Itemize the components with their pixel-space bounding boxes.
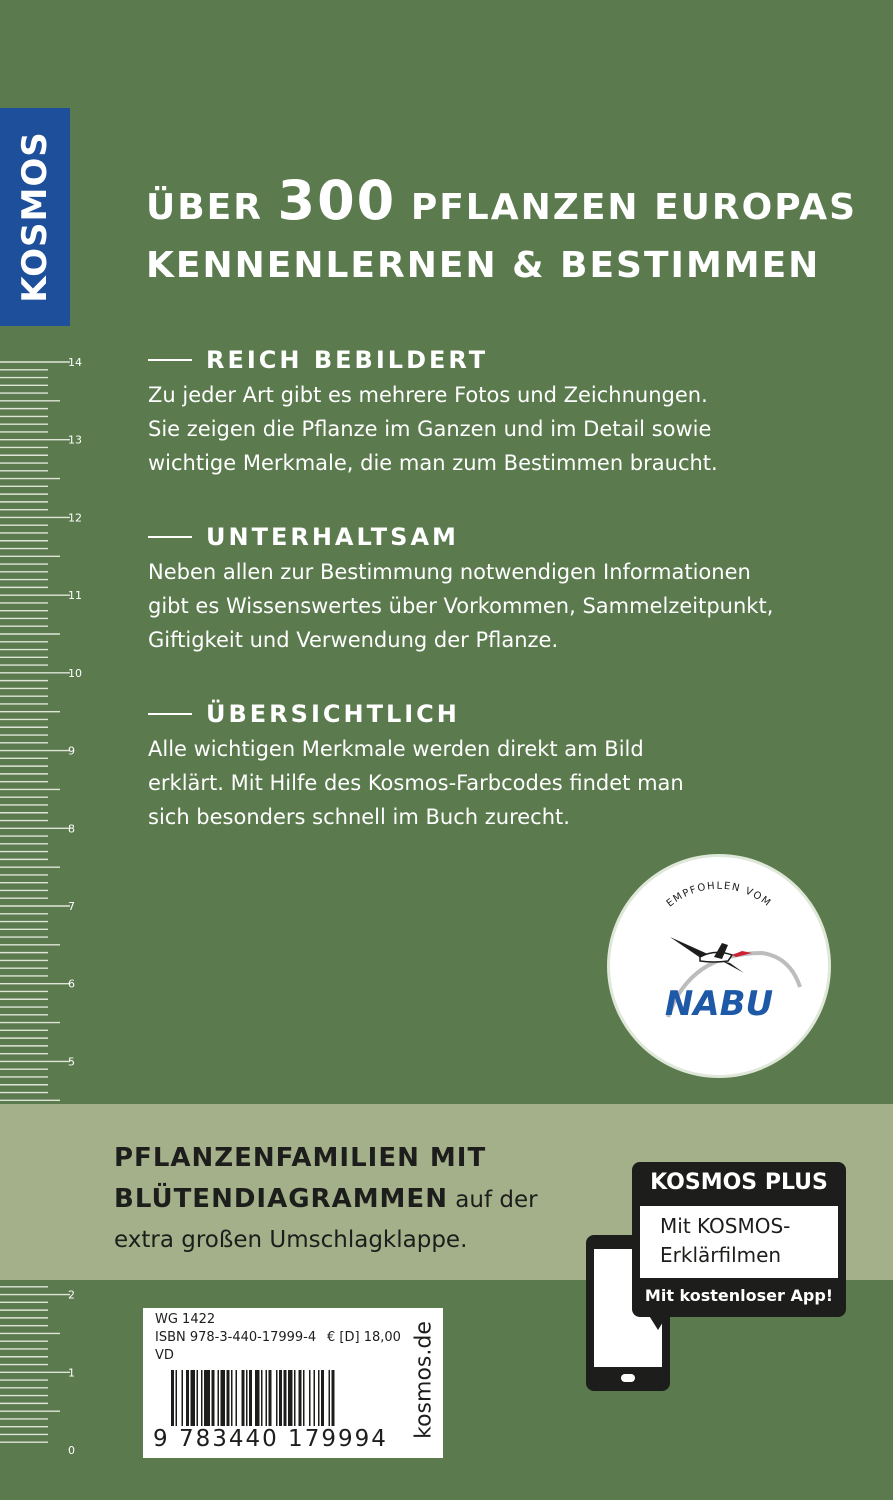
stork-icon (670, 937, 752, 973)
section-line: Zu jeder Art gibt es mehrere Fotos und Zeichnungen. (148, 383, 708, 407)
section-title-text: UNTERHALTSAM (206, 523, 459, 551)
section-text (148, 555, 848, 657)
barcode-bar (269, 1370, 272, 1426)
barcode-label (143, 1308, 443, 1458)
kosmos-plus-line-1: Mit KOSMOS- (660, 1214, 791, 1238)
barcode-bar (246, 1370, 248, 1426)
price: € [D] 18,00 (327, 1330, 401, 1345)
section-line: Alle wichtigen Merkmale werden direkt am Bild (148, 737, 644, 761)
ruler-label: 5 (68, 1055, 75, 1069)
section-reich-bebildert (148, 344, 848, 480)
nabu-arc-text: EMPFOHLEN VOM (664, 880, 774, 910)
section-uebersichtlich (148, 698, 848, 834)
headline-number: 300 (277, 169, 397, 232)
barcode-bar (284, 1370, 287, 1426)
kosmos-plus-title: KOSMOS PLUS (650, 1170, 828, 1195)
barcode-bar (288, 1370, 293, 1426)
ruler-label: 2 (68, 1288, 75, 1302)
section-title (148, 344, 848, 376)
ruler-label: 10 (68, 666, 82, 680)
headline (146, 169, 886, 295)
ruler-label: 11 (68, 589, 82, 603)
ruler-label: 7 (68, 900, 75, 913)
phone-home-button (621, 1374, 635, 1382)
nabu-logo (610, 857, 828, 1075)
section-title-text: REICH BEBILDERT (206, 346, 489, 374)
section-line: erklärt. Mit Hilfe des Kosmos-Farbcodes findet man (148, 771, 684, 795)
ruler-label: 0 (68, 1444, 75, 1457)
barcode-bar (279, 1370, 282, 1426)
isbn: ISBN 978-3-440-17999-4 (155, 1330, 317, 1345)
section-line: Giftigkeit und Verwendung der Pflanze. (148, 628, 559, 652)
kosmos-logo-text: KOSMOS (15, 131, 55, 303)
barcode-bar (294, 1370, 296, 1426)
kosmos-plus-line-2: Erklärfilmen (660, 1243, 782, 1267)
vd-code: VD (155, 1348, 174, 1363)
barcode-bar (204, 1370, 210, 1426)
barcode-bar (186, 1370, 189, 1426)
barcode-bar (255, 1370, 260, 1426)
barcode-bar (218, 1370, 220, 1426)
headline-line-1 (146, 169, 886, 237)
title-dash (148, 713, 192, 715)
kosmos-plus-box (632, 1162, 846, 1317)
band-bold-line-2: BLÜTENDIAGRAMMEN (114, 1184, 448, 1214)
wg-code: WG 1422 (155, 1312, 216, 1327)
barcode-bar (201, 1370, 203, 1426)
barcode-bar (242, 1370, 245, 1426)
barcode-bar (249, 1370, 252, 1426)
section-title (148, 698, 848, 730)
barcode-bar (197, 1370, 199, 1426)
barcode-bar (191, 1370, 196, 1426)
title-dash (148, 359, 192, 361)
kosmos-plus-inner (640, 1206, 838, 1278)
section-title-text: ÜBERSICHTLICH (206, 700, 460, 728)
barcode-bar (266, 1370, 268, 1426)
barcode-bar (329, 1370, 331, 1426)
barcode-bar (299, 1370, 302, 1426)
band-bold-line-1: PFLANZENFAMILIEN MIT (114, 1143, 487, 1173)
ruler-label: 6 (68, 977, 75, 991)
ruler-label: 14 (68, 356, 82, 369)
section-text (148, 378, 848, 480)
section-line: wichtige Merkmale, die man zum Bestimmen braucht. (148, 451, 718, 475)
section-title (148, 521, 848, 553)
barcode (171, 1370, 421, 1426)
title-dash (148, 536, 192, 538)
ruler-label: 13 (68, 433, 82, 447)
headline-line-2: KENNENLERNEN & BESTIMMEN (146, 245, 821, 286)
section-text (148, 732, 848, 834)
section-line: gibt es Wissenswertes über Vorkommen, Sammelzeitpunkt, (148, 594, 774, 618)
ruler-label: 12 (68, 511, 82, 525)
barcode-bar (176, 1370, 178, 1426)
ruler-label: 8 (68, 822, 75, 836)
section-unterhaltsam (148, 521, 848, 657)
barcode-bar (261, 1370, 263, 1426)
section-line: Neben allen zur Bestimmung notwendigen Informationen (148, 560, 751, 584)
nabu-name: NABU (664, 984, 774, 1024)
speech-bubble-tail (648, 1314, 668, 1330)
barcode-bar (318, 1370, 320, 1426)
barcode-bar (227, 1370, 230, 1426)
barcode-bar (309, 1370, 311, 1426)
band-rest-line-2: auf der (455, 1187, 538, 1213)
ruler-label: 9 (68, 744, 75, 758)
kosmos-plus-footer: Mit kostenloser App! (644, 1286, 834, 1305)
barcode-bar (276, 1370, 278, 1426)
section-line: sich besonders schnell im Buch zurecht. (148, 805, 570, 829)
kosmos-url: kosmos.de (411, 1321, 437, 1439)
barcode-digits: 9 783440 179994 (153, 1426, 388, 1452)
kosmos-logo (0, 108, 70, 326)
barcode-bar (171, 1370, 174, 1426)
headline-prefix: ÜBER (146, 187, 263, 228)
barcode-bar (303, 1370, 305, 1426)
barcode-bar (314, 1370, 316, 1426)
barcode-bar (221, 1370, 226, 1426)
barcode-bar (332, 1370, 335, 1426)
section-line: Sie zeigen die Pflanze im Ganzen und im Detail sowie (148, 417, 712, 441)
barcode-bar (212, 1370, 215, 1426)
barcode-bar (321, 1370, 324, 1426)
nabu-badge (610, 857, 828, 1075)
barcode-bar (236, 1370, 238, 1426)
barcode-bar (182, 1370, 184, 1426)
band-line-3: extra großen Umschlagklappe. (114, 1227, 468, 1253)
headline-line-1-rest: PFLANZEN EUROPAS (410, 187, 858, 228)
ruler-label: 1 (68, 1366, 75, 1380)
barcode-bar (231, 1370, 233, 1426)
info-band-text (114, 1138, 634, 1260)
ruler (0, 350, 90, 1470)
